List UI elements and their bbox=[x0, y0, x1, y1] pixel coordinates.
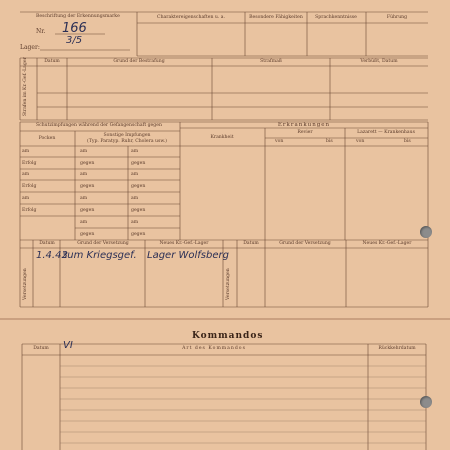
kommandos-datum-header: Datum bbox=[33, 346, 49, 351]
revier-von: von bbox=[275, 139, 284, 144]
impf-cell: am bbox=[131, 220, 139, 225]
impf-cell: gegen bbox=[131, 161, 146, 166]
impf-cell: gegen bbox=[131, 208, 146, 213]
impf-cell: am bbox=[22, 149, 30, 154]
erkrankungen-title: Erkrankungen bbox=[277, 122, 331, 128]
impf-cell: am bbox=[131, 196, 139, 201]
revier-header: Revier bbox=[297, 130, 313, 135]
impf-cell: am bbox=[80, 172, 88, 177]
faehigkeiten-label: Besondere Fähigkeiten bbox=[249, 15, 303, 20]
versetzungen-side-label-right: Versetzungen bbox=[226, 268, 231, 300]
sprachkenntnisse-label: Sprachkenntnisse bbox=[315, 15, 357, 20]
impf-cell: am bbox=[80, 220, 88, 225]
impf-cell: am bbox=[80, 149, 88, 154]
vers-neues-header: Neues Kr.-Gef.-Lager bbox=[159, 241, 209, 246]
vers-entry-grund: zum Kriegsgef. bbox=[62, 250, 137, 261]
kommandos-mark: VI bbox=[63, 340, 73, 351]
vers-entry-date: 1.4.43 bbox=[36, 250, 68, 261]
nr-sub: 3/5 bbox=[66, 35, 83, 46]
nr-label: Nr. bbox=[36, 28, 46, 35]
impf-cell: am bbox=[131, 172, 139, 177]
strafen-grund-header: Grund der Bestrafung bbox=[113, 59, 165, 64]
vers-entry-lager: Lager Wolfsberg bbox=[147, 250, 229, 261]
lazarett-bis: bis bbox=[404, 139, 411, 144]
lazarett-header: Lazarett — Krankenhaus bbox=[357, 130, 415, 135]
nr-value: 166 bbox=[62, 21, 87, 36]
fuehrung-label: Führung bbox=[386, 15, 408, 20]
punch-hole bbox=[420, 226, 432, 238]
impf-cell: am bbox=[22, 196, 30, 201]
strafen-datum-header: Datum bbox=[44, 59, 60, 64]
verbuesst-header: Verbüßt, Datum bbox=[360, 59, 398, 64]
kommandos-title: Kommandos bbox=[192, 331, 264, 341]
sonstige-sub-header: (Typ. Paratyp. Ruhr, Cholera usw.) bbox=[87, 139, 167, 144]
strafen-side-label: Strafen im Kr.-Gef.-Lager bbox=[23, 57, 28, 116]
impf-cell: am bbox=[22, 172, 30, 177]
punch-hole bbox=[420, 396, 432, 408]
impf-cell: gegen bbox=[80, 232, 95, 237]
lager-label: Lager: bbox=[20, 44, 40, 51]
impf-cell: gegen bbox=[80, 161, 95, 166]
impf-cell: gegen bbox=[80, 184, 95, 189]
impf-cell: gegen bbox=[80, 208, 95, 213]
versetzungen-side-label-left: Versetzungen bbox=[23, 268, 28, 300]
impf-cell: am bbox=[80, 196, 88, 201]
impf-cell: Erfolg bbox=[22, 184, 37, 189]
sonstige-header: Sonstige Impfungen bbox=[103, 133, 151, 138]
vers-grund-header-2: Grund der Versetzung bbox=[279, 241, 331, 246]
impf-cell: Erfolg bbox=[22, 161, 37, 166]
vers-neues-header-2: Neues Kr.-Gef.-Lager bbox=[362, 241, 412, 246]
strafmass-header: Strafmaß bbox=[260, 59, 282, 64]
lazarett-von: von bbox=[356, 139, 365, 144]
impf-cell: gegen bbox=[131, 232, 146, 237]
pocken-header: Pocken bbox=[38, 136, 56, 141]
vers-datum-header-2: Datum bbox=[243, 241, 259, 246]
kommandos-art-header: Art des Kommandos bbox=[182, 346, 246, 351]
impf-cell: am bbox=[131, 149, 139, 154]
charakter-label: Charaktereigenschaften u. a. bbox=[157, 15, 225, 20]
rueckkehr-header: Rückkehrdatum bbox=[378, 346, 416, 351]
vers-grund-header: Grund der Versetzung bbox=[77, 241, 129, 246]
impf-title: Schutzimpfungen während der Gefangenschaft gegen bbox=[36, 123, 162, 128]
beschriftung-label: Beschriftung der Erkennungsmarke bbox=[36, 14, 120, 19]
impf-cell: Erfolg bbox=[22, 208, 37, 213]
impf-cell: gegen bbox=[131, 184, 146, 189]
krankheit-header: Krankheit bbox=[210, 135, 234, 140]
revier-bis: bis bbox=[326, 139, 333, 144]
vers-datum-header: Datum bbox=[39, 241, 55, 246]
